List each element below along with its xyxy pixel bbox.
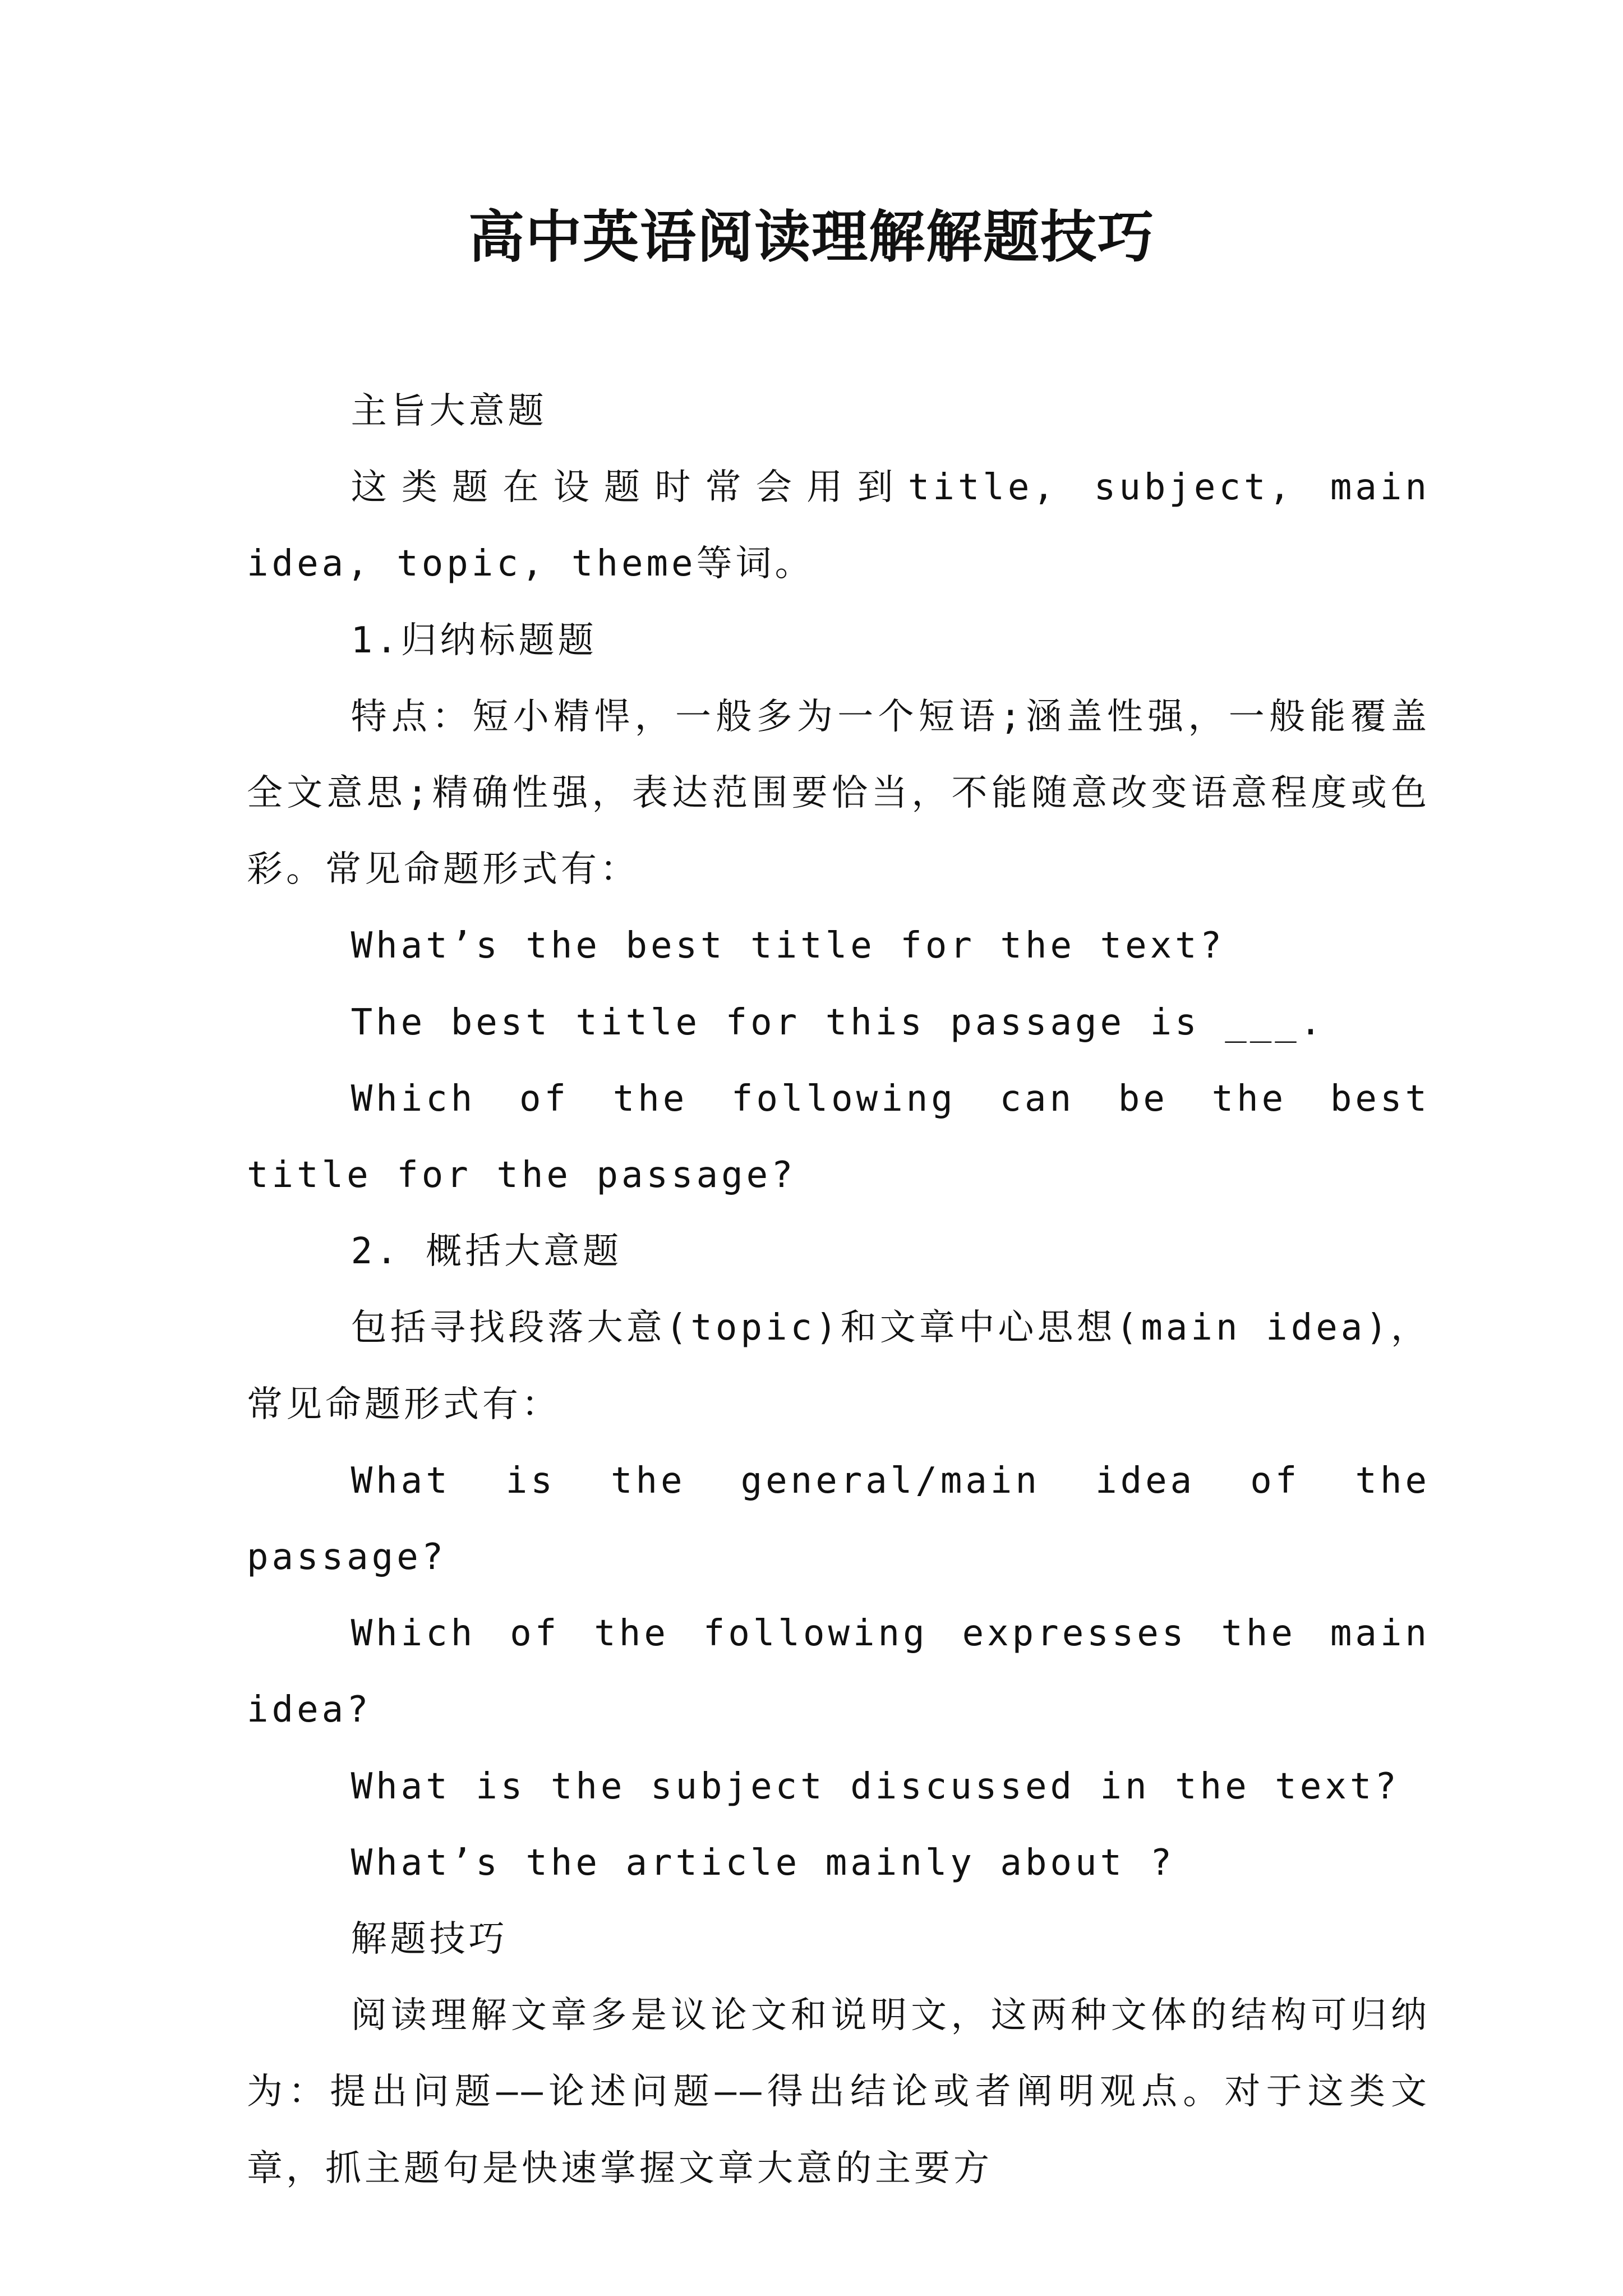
example-question: Which of the following can be the best title for the passage? [247, 1078, 1430, 1197]
example-question: What’s the best title for the text? [351, 925, 1225, 967]
section-heading-techniques: 解题技巧 [351, 1918, 508, 1961]
example-question: What’s the article mainly about ? [351, 1842, 1175, 1884]
paragraph-techniques: 阅读理解文章多是议论文和说明文，这两种文体的结构可归纳为：提出问题——论述问题——得出结论或者阐明观点。对于这类文章，抓主题句是快速掌握文章大意的主要方 [247, 1995, 1430, 2189]
paragraph-keywords: 这类题在设题时常会用到title, subject, main idea, topic, theme等词。 [247, 467, 1430, 585]
example-question: Which of the following expresses the main idea? [247, 1613, 1430, 1731]
example-question: What is the subject discussed in the text? [351, 1765, 1400, 1807]
example-question: What is the general/main idea of the passage? [247, 1460, 1430, 1579]
paragraph-features: 特点：短小精悍，一般多为一个短语;涵盖性强，一般能覆盖全文意思;精确性强，表达范围要恰当，不能随意改变语意程度或色彩。常见命题形式有： [247, 696, 1430, 891]
subheading-title-questions: 1.归纳标题题 [351, 619, 597, 661]
subheading-summary-questions: 2. 概括大意题 [351, 1231, 623, 1273]
example-question: The best title for this passage is ___. [351, 1001, 1325, 1043]
paragraph-summary-description: 包括寻找段落大意(topic)和文章中心思想(main idea)，常见命题形式有： [247, 1307, 1430, 1425]
document-title: 高中英语阅读理解解题技巧 [468, 204, 1155, 270]
section-heading-main-idea: 主旨大意题 [351, 390, 547, 432]
document-body [247, 373, 1430, 2207]
